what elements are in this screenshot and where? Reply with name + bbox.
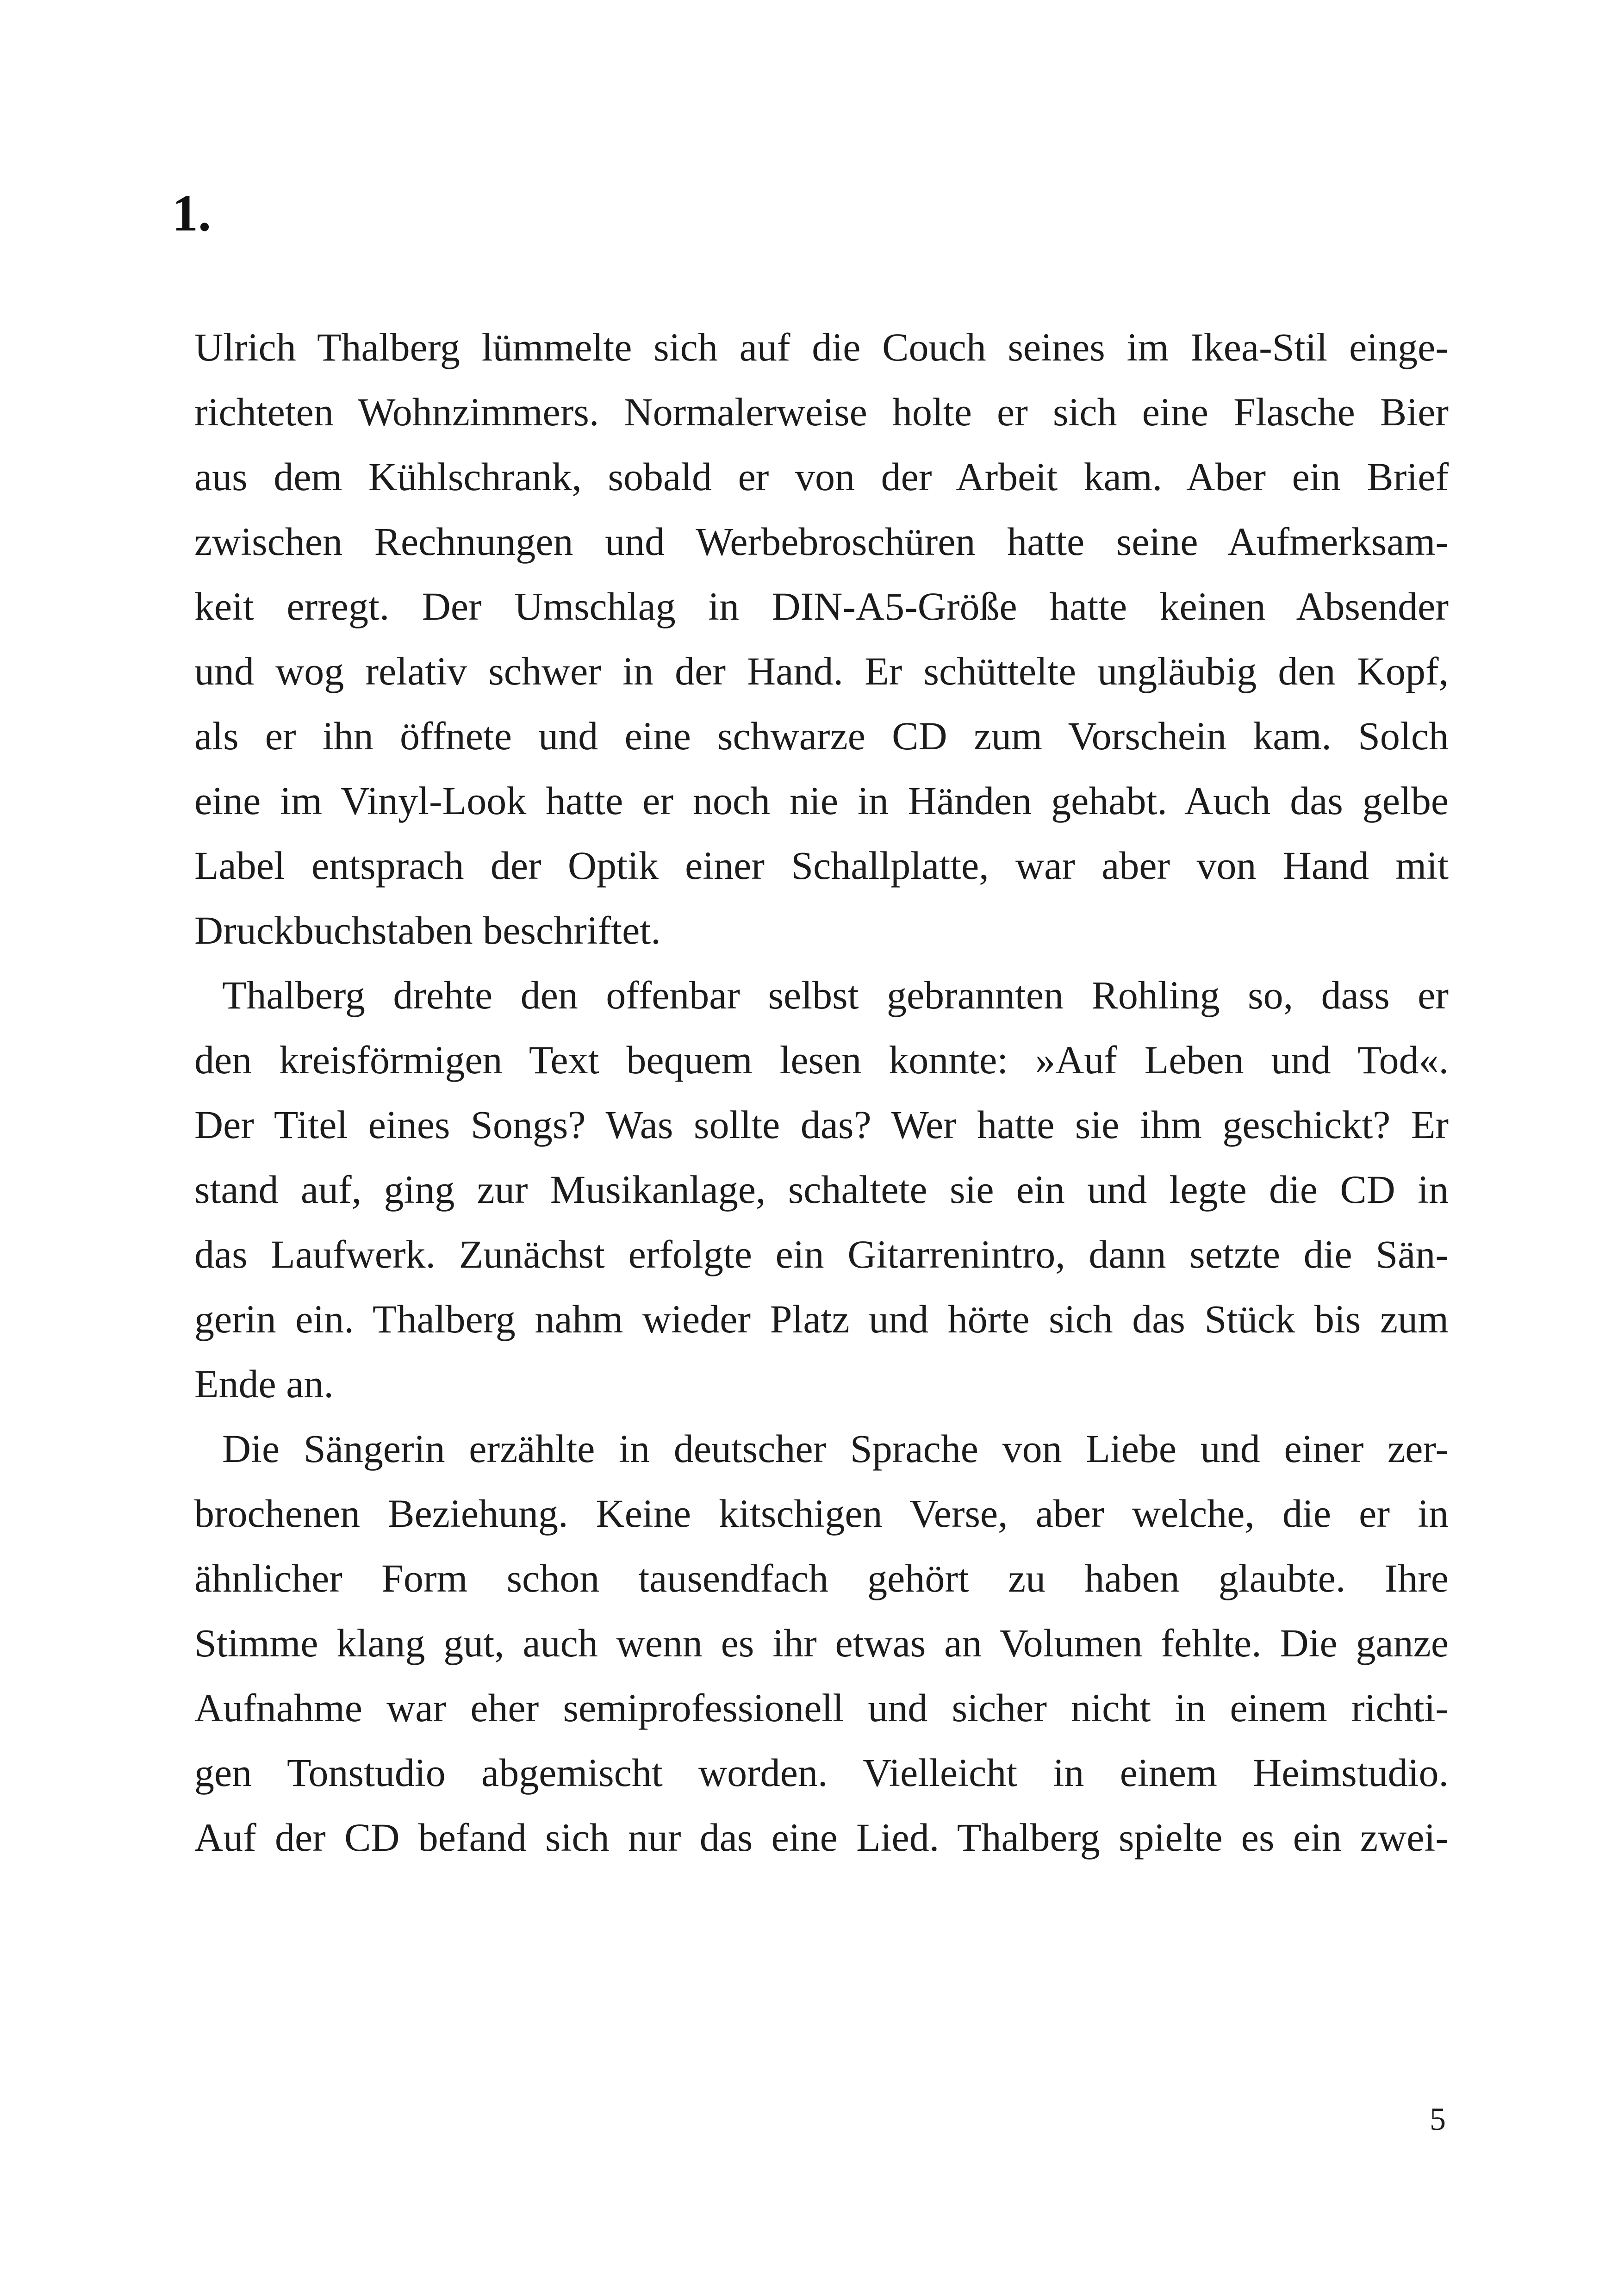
text-line: Ende an. <box>194 1362 334 1406</box>
chapter-number: 1. <box>172 185 211 242</box>
text-line: stand auf, ging zur Musikanlage, schaltete sie ein und legte die CD in <box>194 1167 1449 1212</box>
text-line: Stimme klang gut, auch wenn es ihr etwas an Volumen fehlte. Die ganze <box>194 1621 1449 1665</box>
paragraph-3 <box>194 1416 1449 1870</box>
text-line: Der Titel eines Songs? Was sollte das? Wer hatte sie ihm geschickt? Er <box>194 1102 1449 1147</box>
text-line: richteten Wohnzimmers. Normalerweise holte er sich eine Flasche Bier <box>194 390 1449 434</box>
text-line: das Laufwerk. Zunächst erfolgte ein Gitarrenintro, dann setzte die Sän- <box>194 1232 1449 1276</box>
text-line: Ulrich Thalberg lümmelte sich auf die Couch seines im Ikea-Stil einge- <box>194 325 1449 369</box>
text-line: keit erregt. Der Umschlag in DIN-A5-Größe hatte keinen Absender <box>194 584 1449 628</box>
text-line: Die Sängerin erzählte in deutscher Sprache von Liebe und einer zer- <box>222 1426 1449 1471</box>
paragraph-1 <box>194 315 1449 963</box>
text-line: zwischen Rechnungen und Werbebroschüren hatte seine Aufmerksam- <box>194 519 1449 564</box>
text-line: den kreisförmigen Text bequem lesen konnte: »Auf Leben und Tod«. <box>194 1038 1449 1082</box>
text-line: und wog relativ schwer in der Hand. Er schüttelte ungläubig den Kopf, <box>194 649 1449 693</box>
text-line: Thalberg drehte den offenbar selbst gebrannten Rohling so, dass er <box>222 973 1449 1017</box>
text-line: eine im Vinyl-Look hatte er noch nie in Händen gehabt. Auch das gelbe <box>194 778 1449 823</box>
text-line: Aufnahme war eher semiprofessionell und sicher nicht in einem richti- <box>194 1686 1449 1730</box>
text-line: brochenen Beziehung. Keine kitschigen Verse, aber welche, die er in <box>194 1491 1449 1536</box>
text-line: Label entsprach der Optik einer Schallplatte, war aber von Hand mit <box>194 843 1449 888</box>
text-line: ähnlicher Form schon tausendfach gehört zu haben glaubte. Ihre <box>194 1556 1449 1600</box>
text-line: gerin ein. Thalberg nahm wieder Platz und hörte sich das Stück bis zum <box>194 1297 1449 1341</box>
text-line: Druckbuchstaben beschriftet. <box>194 908 661 952</box>
body-text <box>194 315 1449 1870</box>
text-line: gen Tonstudio abgemischt worden. Vielleicht in einem Heimstudio. <box>194 1750 1449 1795</box>
text-line: als er ihn öffnete und eine schwarze CD zum Vorschein kam. Solch <box>194 714 1449 758</box>
page-number: 5 <box>1430 2102 1446 2137</box>
text-line: Auf der CD befand sich nur das eine Lied. Thalberg spielte es ein zwei- <box>194 1815 1449 1860</box>
paragraph-2 <box>194 963 1449 1416</box>
text-line: aus dem Kühlschrank, sobald er von der Arbeit kam. Aber ein Brief <box>194 454 1449 499</box>
